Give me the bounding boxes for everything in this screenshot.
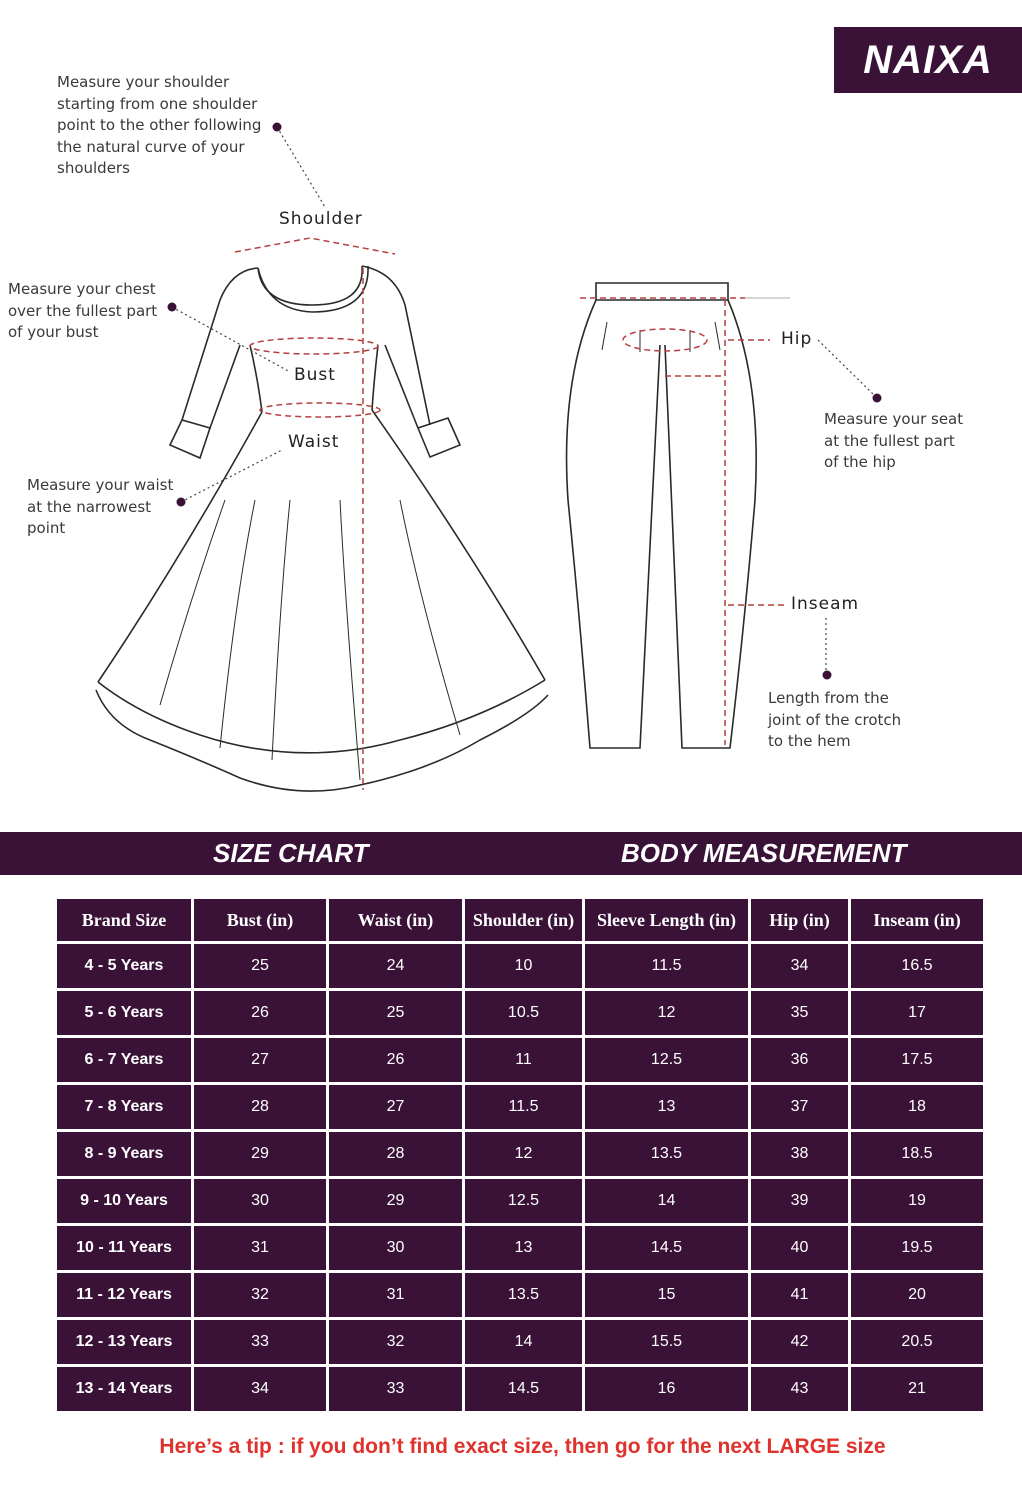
- cell-shoulder: 14: [465, 1320, 582, 1364]
- hip-label: Hip: [781, 329, 813, 349]
- table-row: [57, 1132, 983, 1176]
- cell-waist: 29: [329, 1179, 462, 1223]
- inseam-label: Inseam: [791, 594, 860, 614]
- table-row: [57, 991, 983, 1035]
- dress-measure-lines: [235, 238, 395, 790]
- cell-inseam: 19.5: [851, 1226, 983, 1270]
- cell-hip: 41: [751, 1273, 848, 1317]
- table-row: [57, 1226, 983, 1270]
- cell-hip: 42: [751, 1320, 848, 1364]
- header-hip: Hip (in): [751, 899, 848, 941]
- cell-inseam: 18.5: [851, 1132, 983, 1176]
- size-chart-title: SIZE CHART: [213, 838, 369, 868]
- header-bust: Bust (in): [194, 899, 326, 941]
- shoulder-label: Shoulder: [279, 209, 363, 229]
- cell-size: 7 - 8 Years: [57, 1085, 191, 1129]
- cell-shoulder: 14.5: [465, 1367, 582, 1411]
- cell-sleeve-length: 11.5: [585, 944, 748, 988]
- cell-inseam: 16.5: [851, 944, 983, 988]
- cell-waist: 31: [329, 1273, 462, 1317]
- table-row: [57, 1367, 983, 1411]
- cell-hip: 36: [751, 1038, 848, 1082]
- cell-sleeve-length: 15: [585, 1273, 748, 1317]
- cell-hip: 35: [751, 991, 848, 1035]
- cell-hip: 39: [751, 1179, 848, 1223]
- shoulder-note: Measure your shoulder starting from one shoulder point to the other following the natural curve of your shoulders: [57, 73, 262, 177]
- cell-hip: 43: [751, 1367, 848, 1411]
- cell-shoulder: 11: [465, 1038, 582, 1082]
- table-row: [57, 1320, 983, 1364]
- cell-sleeve-length: 12.5: [585, 1038, 748, 1082]
- cell-shoulder: 10.5: [465, 991, 582, 1035]
- header-inseam: Inseam (in): [851, 899, 983, 941]
- cell-bust: 25: [194, 944, 326, 988]
- cell-size: 10 - 11 Years: [57, 1226, 191, 1270]
- cell-sleeve-length: 15.5: [585, 1320, 748, 1364]
- size-chart-table: [54, 896, 986, 1414]
- cell-size: 6 - 7 Years: [57, 1038, 191, 1082]
- body-measurement-title: BODY MEASUREMENT: [621, 838, 907, 868]
- cell-bust: 33: [194, 1320, 326, 1364]
- cell-shoulder: 12.5: [465, 1179, 582, 1223]
- cell-hip: 34: [751, 944, 848, 988]
- pants-illustration: [567, 283, 757, 748]
- header-shoulder: Shoulder (in): [465, 899, 582, 941]
- cell-waist: 27: [329, 1085, 462, 1129]
- cell-hip: 40: [751, 1226, 848, 1270]
- size-tip: Here’s a tip : if you don’t find exact size, then go for the next LARGE size: [159, 1435, 886, 1458]
- table-row: [57, 944, 983, 988]
- cell-size: 9 - 10 Years: [57, 1179, 191, 1223]
- bust-dot: [168, 303, 177, 312]
- cell-waist: 24: [329, 944, 462, 988]
- cell-size: 5 - 6 Years: [57, 991, 191, 1035]
- cell-sleeve-length: 13: [585, 1085, 748, 1129]
- cell-size: 4 - 5 Years: [57, 944, 191, 988]
- cell-bust: 31: [194, 1226, 326, 1270]
- cell-inseam: 17: [851, 991, 983, 1035]
- cell-waist: 33: [329, 1367, 462, 1411]
- inseam-dot: [823, 671, 832, 680]
- cell-sleeve-length: 14: [585, 1179, 748, 1223]
- cell-shoulder: 10: [465, 944, 582, 988]
- inseam-note: Length from the joint of the crotch to the hem: [768, 689, 902, 750]
- cell-shoulder: 13.5: [465, 1273, 582, 1317]
- hip-note: Measure your seat at the fullest part of the hip: [824, 410, 964, 471]
- bust-note: Measure your chest over the fullest part of your bust: [8, 280, 158, 341]
- cell-waist: 30: [329, 1226, 462, 1270]
- title-band: [0, 832, 1022, 875]
- cell-size: 8 - 9 Years: [57, 1132, 191, 1176]
- cell-sleeve-length: 14.5: [585, 1226, 748, 1270]
- cell-waist: 25: [329, 991, 462, 1035]
- cell-inseam: 20.5: [851, 1320, 983, 1364]
- pants-measure-lines: [580, 298, 788, 745]
- waist-label: Waist: [288, 432, 340, 452]
- header-waist: Waist (in): [329, 899, 462, 941]
- cell-size: 12 - 13 Years: [57, 1320, 191, 1364]
- table-row: [57, 1273, 983, 1317]
- brand-logo: NAIXA: [834, 27, 1022, 93]
- cell-bust: 29: [194, 1132, 326, 1176]
- cell-waist: 26: [329, 1038, 462, 1082]
- cell-inseam: 18: [851, 1085, 983, 1129]
- cell-size: 13 - 14 Years: [57, 1367, 191, 1411]
- cell-waist: 28: [329, 1132, 462, 1176]
- cell-size: 11 - 12 Years: [57, 1273, 191, 1317]
- cell-bust: 30: [194, 1179, 326, 1223]
- table-row: [57, 1085, 983, 1129]
- header-sleeve-length: Sleeve Length (in): [585, 899, 748, 941]
- cell-inseam: 19: [851, 1179, 983, 1223]
- cell-bust: 32: [194, 1273, 326, 1317]
- cell-shoulder: 12: [465, 1132, 582, 1176]
- cell-bust: 28: [194, 1085, 326, 1129]
- shoulder-dot: [273, 123, 282, 132]
- cell-waist: 32: [329, 1320, 462, 1364]
- bust-label: Bust: [294, 365, 336, 385]
- hip-dot: [873, 394, 882, 403]
- waist-dot: [177, 498, 186, 507]
- cell-hip: 37: [751, 1085, 848, 1129]
- cell-inseam: 17.5: [851, 1038, 983, 1082]
- cell-bust: 26: [194, 991, 326, 1035]
- cell-sleeve-length: 16: [585, 1367, 748, 1411]
- cell-shoulder: 11.5: [465, 1085, 582, 1129]
- cell-hip: 38: [751, 1132, 848, 1176]
- cell-inseam: 21: [851, 1367, 983, 1411]
- header-brand-size: Brand Size: [57, 899, 191, 941]
- cell-shoulder: 13: [465, 1226, 582, 1270]
- cell-sleeve-length: 13.5: [585, 1132, 748, 1176]
- cell-inseam: 20: [851, 1273, 983, 1317]
- table-row: [57, 1038, 983, 1082]
- cell-bust: 27: [194, 1038, 326, 1082]
- table-header-row: [57, 899, 983, 941]
- waist-note: Measure your waist at the narrowest point: [27, 476, 174, 537]
- cell-bust: 34: [194, 1367, 326, 1411]
- table-row: [57, 1179, 983, 1223]
- cell-sleeve-length: 12: [585, 991, 748, 1035]
